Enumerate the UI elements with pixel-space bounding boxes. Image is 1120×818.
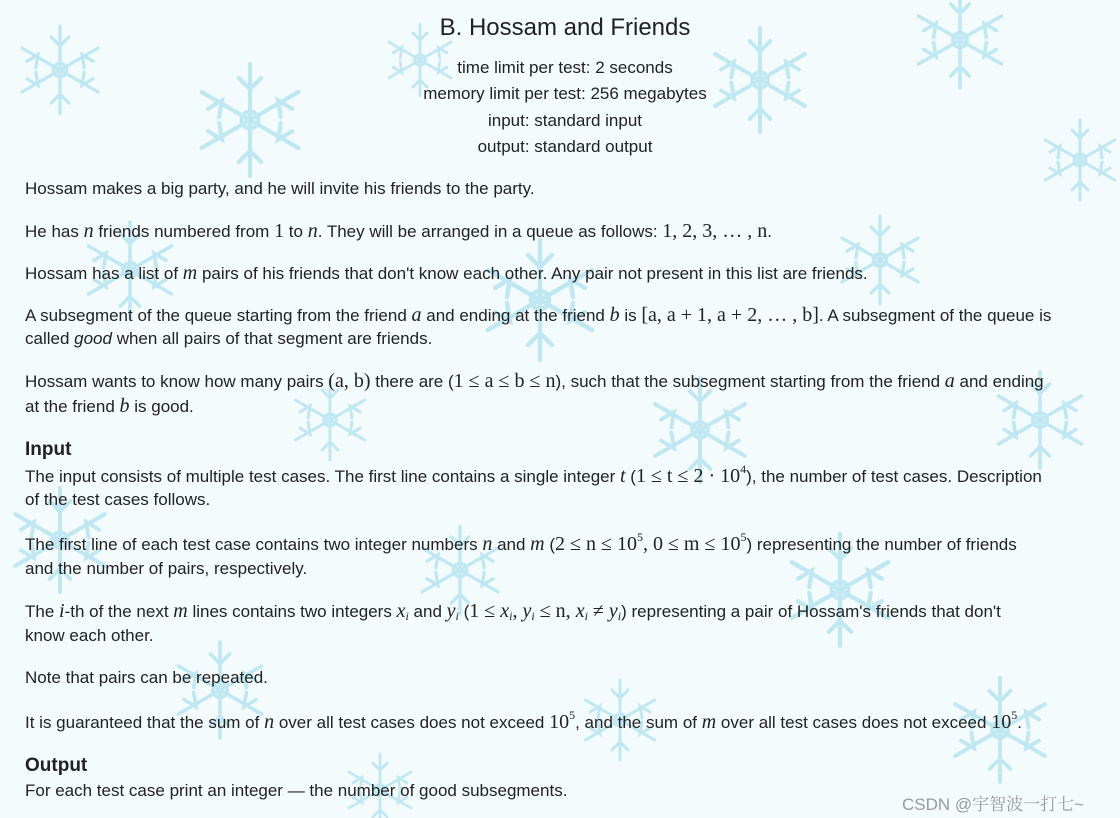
statement-paragraph-5: Hossam wants to know how many pairs (a, b) there are (1 ≤ a ≤ b ≤ n), such that the subsegment starting from the friend a and ending <box>25 370 1044 392</box>
statement-paragraph-3: Hossam has a list of m pairs of his friends that don't know each other. Any pair not present in this list are friends. <box>25 262 868 284</box>
input-file: input: standard input <box>487 111 643 130</box>
input-heading: Input <box>25 439 72 460</box>
statement-paragraph-4-line-2: called good when all pairs of that segment are friends. <box>25 329 433 348</box>
input-paragraph-4: Note that pairs can be repeated. <box>25 668 268 687</box>
input-paragraph-3: The i-th of the next m lines contains two integers $x_i$ and $y_i$ ($1 \le x_i$, $y_i \le n$, $x_i \ne y_i$) representing a pair of Hossam's friends that don't <box>25 600 1001 623</box>
input-paragraph-5: It is guaranteed that the sum of n over all test cases does not exceed $10^5$, and the sum of m over all test cases does not exceed $10^5$. <box>25 708 1022 733</box>
input-paragraph-3-line-2: know each other. <box>25 626 154 645</box>
input-paragraph-1-line-2: of the test cases follows. <box>25 490 211 509</box>
statement-paragraph-4: A subsegment of the queue starting from the friend a and ending at the friend b is [a, a + 1, a + 2, … , b]. A subsegment of the queue is <box>25 304 1052 326</box>
problem-title: B. Hossam and Friends <box>439 14 691 41</box>
output-heading: Output <box>25 755 88 776</box>
statement-paragraph-1: Hossam makes a big party, and he will invite his friends to the party. <box>25 179 535 198</box>
input-paragraph-2-line-2: and the number of pairs, respectively. <box>25 559 308 578</box>
output-paragraph-1: For each test case print an integer — the number of good subsegments. <box>25 781 568 800</box>
statement-paragraph-2: He has n friends numbered from 1 to n. They will be arranged in a queue as follows: 1, 2, 3, … , n. <box>25 220 773 242</box>
good-term: good <box>74 329 112 348</box>
input-paragraph-2: The first line of each test case contains two integer numbers n and m ($2 \le n \le 10^5$, $0 \le m \le 10^5$) representing the number of friends <box>25 530 1017 555</box>
time-limit: time limit per test: 2 seconds <box>457 58 673 77</box>
memory-limit: memory limit per test: 256 megabytes <box>423 84 707 103</box>
output-file: output: standard output <box>477 137 653 156</box>
statement-paragraph-5-line-2: at the friend b is good. <box>25 395 194 417</box>
csdn-watermark: CSDN @宇智波一打七~ <box>902 795 1085 814</box>
input-paragraph-1: The input consists of multiple test cases. The first line contains a single integer t $(1 \le t \le 2 \cdot 10^4)$, the number of test cases. Description <box>25 462 1042 487</box>
